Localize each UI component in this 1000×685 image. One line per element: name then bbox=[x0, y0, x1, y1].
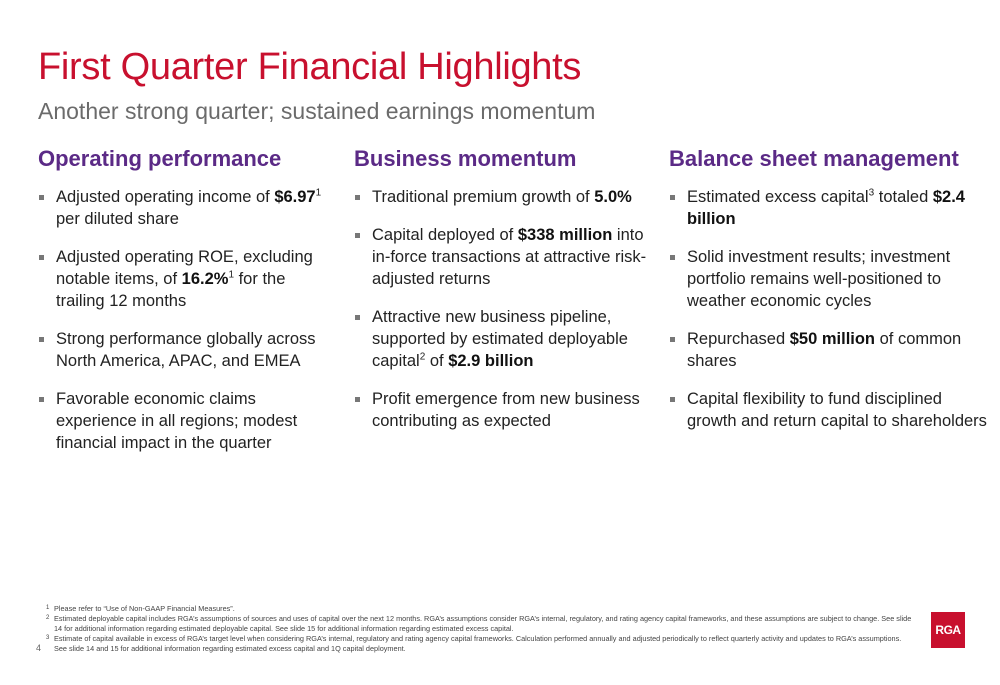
page-subtitle: Another strong quarter; sustained earnings momentum bbox=[38, 98, 596, 124]
column-heading: Business momentum bbox=[354, 146, 577, 171]
bullet-marker-icon bbox=[670, 195, 675, 200]
bullet-marker-icon bbox=[39, 195, 44, 200]
bullet-marker-icon bbox=[670, 255, 675, 260]
bullet-marker-icon bbox=[39, 255, 44, 260]
column-balance-sheet-management bbox=[669, 146, 989, 448]
bullet-marker-icon bbox=[39, 397, 44, 402]
page-title: First Quarter Financial Highlights bbox=[38, 46, 582, 88]
bullet-item: Capital deployed of $338 million into in-force transactions at attractive risk-adjusted returns bbox=[354, 224, 654, 290]
footnote-ref: 2 bbox=[419, 351, 426, 363]
footnote: 1 Please refer to “Use of Non-GAAP Financial Measures”. bbox=[46, 604, 235, 613]
bullet-list bbox=[354, 186, 654, 432]
bullet-marker-icon bbox=[355, 397, 360, 402]
column-heading: Balance sheet management bbox=[669, 146, 959, 171]
bullet-item: Strong performance globally across North America, APAC, and EMEA bbox=[38, 328, 323, 372]
column-business-momentum bbox=[354, 146, 654, 448]
footnote: 2 Estimated deployable capital includes RGA’s assumptions of sources and uses of capital over the next 12 months. RGA’s assumptions consider RGA’s internal, regulatory, and rating agency capital frameworks, and these assumptions are subject to change. See slide 14 for additional information regarding estimated deployable capital. See slide 15 for additional information regarding estimated excess capital. bbox=[46, 614, 912, 633]
footnote: 3 Estimate of capital available in excess of RGA’s target level when considering RGA’s internal, regulatory and rating agency capital frameworks. Calculation performed annually and adjusted periodically to reflect quarterly activity and updates to RGA’s assumptions. See slide 14 and 15 for additional information regarding estimated excess capital and 1Q capital deployment. bbox=[46, 634, 902, 653]
bullet-list bbox=[38, 186, 323, 454]
footnotes bbox=[46, 604, 916, 654]
bullet-item: Repurchased $50 million of common shares bbox=[669, 328, 989, 372]
bullet-item: Adjusted operating ROE, excluding notable items, of 16.2%$^1$ for the trailing 12 months bbox=[38, 246, 323, 312]
bullet-item: Estimated excess capital$^3$ totaled $2.4 billion bbox=[669, 186, 989, 230]
bullet-item: Profit emergence from new business contributing as expected bbox=[354, 388, 654, 432]
bullet-item: Favorable economic claims experience in all regions; modest financial impact in the quarter bbox=[38, 388, 323, 454]
bullet-marker-icon bbox=[355, 233, 360, 238]
bullet-item: Capital flexibility to fund disciplined growth and return capital to shareholders bbox=[669, 388, 989, 432]
footnote-ref: 1 bbox=[228, 269, 235, 281]
bullet-item: Attractive new business pipeline, supported by estimated deployable capital$^2$ of $2.9 billion bbox=[354, 306, 654, 372]
column-heading: Operating performance bbox=[38, 146, 282, 171]
bullet-item: Traditional premium growth of 5.0% bbox=[354, 186, 654, 208]
bullet-marker-icon bbox=[670, 397, 675, 402]
bullet-marker-icon bbox=[670, 337, 675, 342]
bullet-item: Adjusted operating income of $6.97$^1$ per diluted share bbox=[38, 186, 323, 230]
page-number: 4 bbox=[36, 643, 42, 653]
footnote-ref: 1 bbox=[315, 187, 322, 199]
bullet-marker-icon bbox=[355, 315, 360, 320]
column-operating-performance bbox=[38, 146, 323, 470]
bullet-item: Solid investment results; investment portfolio remains well-positioned to weather economic cycles bbox=[669, 246, 989, 312]
bullet-marker-icon bbox=[39, 337, 44, 342]
rga-logo: RGA bbox=[931, 612, 965, 648]
footnote-ref: 3 bbox=[868, 187, 875, 199]
bullet-list bbox=[669, 186, 989, 432]
bullet-marker-icon bbox=[355, 195, 360, 200]
